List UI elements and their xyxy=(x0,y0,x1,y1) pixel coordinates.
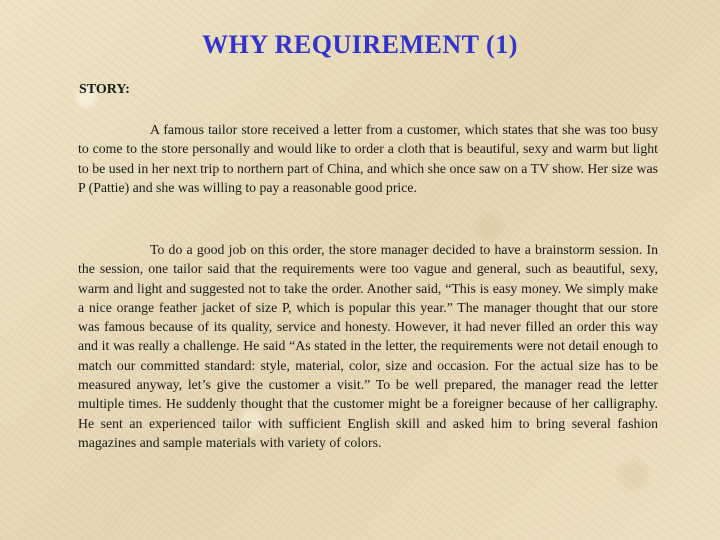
story-label: STORY: xyxy=(79,82,130,97)
slide-title: WHY REQUIREMENT (1) xyxy=(202,30,518,59)
story-paragraph-1: A famous tailor store received a letter from a customer, which states that she was too busy to come to the store personally and would like to order a cloth that is beautiful, sexy and warm but light to be used in her next trip to northern part of China, and which she once saw on a TV show. Her size was P (Pattie) and she was willing to pay a reasonable good price. xyxy=(78,122,658,195)
story-paragraph-2: To do a good job on this order, the store manager decided to have a brainstorm session. In the session, one tailor said that the requirements were too vague and general, such as beautiful, sexy, warm and light and suggested not to take the order. Another said, “This is easy money. We simply make a nice orange feather jacket of size P, which is popular this year.” The manager thought that our store was famous because of its quality, service and honesty. However, it had never filled an order this way and it was really a challenge. He said “As stated in the letter, the requirements were not detail enough to match our committed standard: style, material, color, size and occasion. For the actual size has to be measured anyway, let’s give the customer a visit.” To be well prepared, the manager read the letter multiple times. He suddenly thought that the customer might be a foreigner because of her calligraphy. He sent an experienced tailor with sufficient English skill and asked him to bring several fashion magazines and sample materials with variety of colors. xyxy=(78,242,658,450)
